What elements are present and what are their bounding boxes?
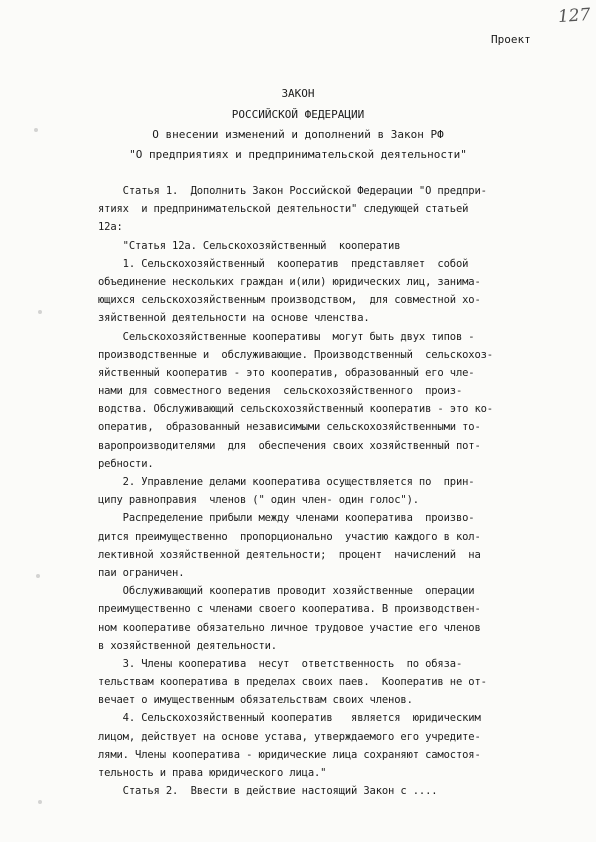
document-body (98, 182, 556, 800)
law-title: ЗАКОН (281, 87, 315, 100)
body-line: водства. Обслуживающий сельскохозяйственный кооператив - это ко- (98, 403, 493, 416)
body-line: лями. Члены кооператива - юридические лица сохраняют самостоя- (98, 748, 481, 761)
body-line: Обслуживающий кооператив проводит хозяйственные операции (98, 585, 475, 598)
body-line: объединение нескольких граждан и(или) юридических лиц, занима- (98, 275, 481, 288)
body-line: тельность и права юридического лица." (98, 767, 327, 779)
body-line: 1. Сельскохозяйственный кооператив представляет собой (98, 257, 469, 270)
body-line: лективной хозяйственной деятельности; процент начислений на (98, 548, 481, 561)
body-line: Сельскохозяйственные кооперативы могут быть двух типов - (98, 330, 475, 343)
body-line: зяйственной деятельности на основе членства. (98, 312, 370, 325)
law-issuer: РОССИЙСКОЙ ФЕДЕРАЦИИ (231, 108, 365, 121)
scan-mark (38, 800, 42, 804)
law-subject-name: "О предприятиях и предпринимательской деятельности" (129, 148, 467, 161)
draft-label: Проект (491, 33, 531, 46)
body-line: Распределение прибыли между членами кооператива произво- (98, 512, 475, 525)
body-line: производственные и обслуживающие. Производственный сельскохоз- (98, 348, 493, 361)
body-line: в хозяйственной деятельности. (98, 639, 277, 652)
body-line: 12а: (98, 221, 123, 234)
scan-mark (38, 310, 42, 314)
body-line: дится преимущественно пропорционально участию каждого в кол- (98, 530, 481, 543)
body-line: оператив, образованный независимыми сельскохозяйственными то- (98, 421, 481, 434)
body-line: 3. Члены кооператива несут ответственность по обяза- (98, 657, 463, 670)
handwritten-page-number: 127 (557, 4, 592, 28)
body-line: Статья 2. Ввести в действие настоящий Закон с .... (98, 785, 438, 798)
body-line: паи ограничен. (98, 566, 185, 579)
body-line: ребности. (98, 457, 154, 470)
body-line: преимущественно с членами своего кооператива. В производствен- (98, 603, 481, 616)
scan-mark (34, 128, 38, 132)
law-subject: О внесении изменений и дополнений в Закон РФ (152, 128, 444, 141)
body-line: ятиях и предпринимательской деятельности" следующей статьей (98, 203, 469, 216)
scan-mark (36, 574, 40, 578)
body-line: 4. Сельскохозяйственный кооператив является юридическим (98, 712, 481, 725)
body-line: лицом, действует на основе устава, утверждаемого его учредите- (98, 730, 481, 743)
body-line: вечает о имущественным обязательствам своих членов. (98, 694, 413, 707)
body-line: тельствам кооператива в пределах своих паев. Кооператив не от- (98, 676, 487, 689)
body-line: ном кооперативе обязательно личное трудовое участие его членов (98, 621, 481, 634)
body-line: 2. Управление делами кооператива осуществляется по прин- (98, 476, 475, 488)
body-line: ющихся сельскохозяйственным производством, для совместной хо- (98, 294, 481, 307)
body-line: Статья 1. Дополнить Закон Российской Федерации "О предпри- (98, 185, 487, 197)
body-line: ципу равноправия членов (" один член- один голос"). (98, 494, 419, 507)
body-line: "Статья 12а. Сельскохозяйственный кооператив (98, 239, 401, 252)
body-line: яйственный кооператив - это кооператив, образованный его чле- (98, 366, 475, 379)
body-line: варопроизводителями для обеспечения своих хозяйственный пот- (98, 439, 481, 452)
body-line: нами для совместного ведения сельскохозяйственного произ- (98, 385, 463, 398)
